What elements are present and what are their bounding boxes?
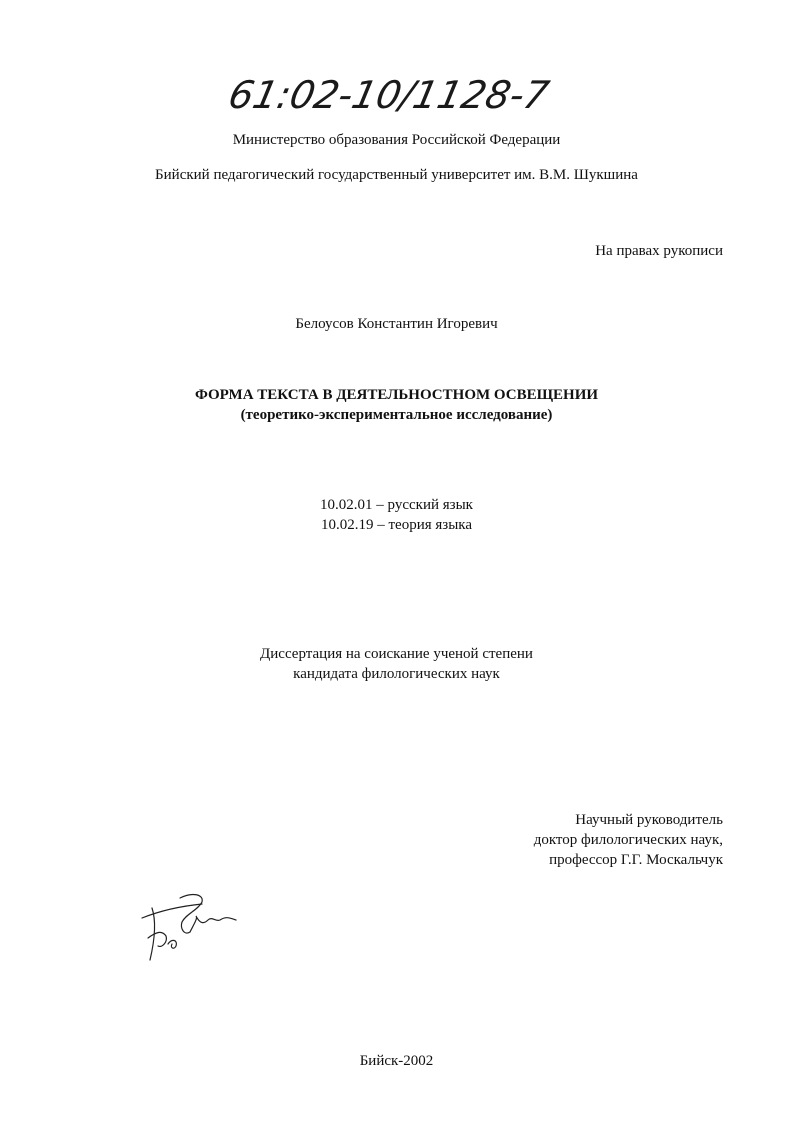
rights-note: На правах рукописи — [595, 243, 723, 259]
ministry-line: Министерство образования Российской Федерации — [232, 132, 561, 148]
city-year: Бийск-2002 — [359, 1053, 434, 1069]
degree-line-2: кандидата филологических наук — [293, 666, 500, 682]
supervisor-degree: доктор филологических наук, — [533, 832, 723, 848]
specialty-1: 10.02.01 – русский язык — [320, 497, 473, 513]
author-name: Белоусов Константин Игоревич — [295, 316, 498, 332]
handwritten-archive-code — [224, 64, 553, 118]
signature-text: Костин — [132, 888, 136, 889]
supervisor-role: Научный руководитель — [575, 812, 723, 828]
archive-code-text: 61:02-10/1128-7 — [224, 73, 553, 118]
degree-line-1: Диссертация на соискание ученой степени — [260, 646, 533, 662]
signature — [132, 888, 242, 968]
specialty-2: 10.02.19 – теория языка — [320, 517, 472, 533]
dissertation-subtitle: (теоретико-экспериментальное исследование) — [240, 407, 553, 423]
supervisor-name: профессор Г.Г. Москальчук — [549, 852, 723, 868]
university-line: Бийский педагогический государственный университет им. В.М. Шукшина — [155, 167, 638, 183]
supervisor-block — [534, 810, 723, 870]
dissertation-title: ФОРМА ТЕКСТА В ДЕЯТЕЛЬНОСТНОМ ОСВЕЩЕНИИ — [194, 387, 599, 403]
